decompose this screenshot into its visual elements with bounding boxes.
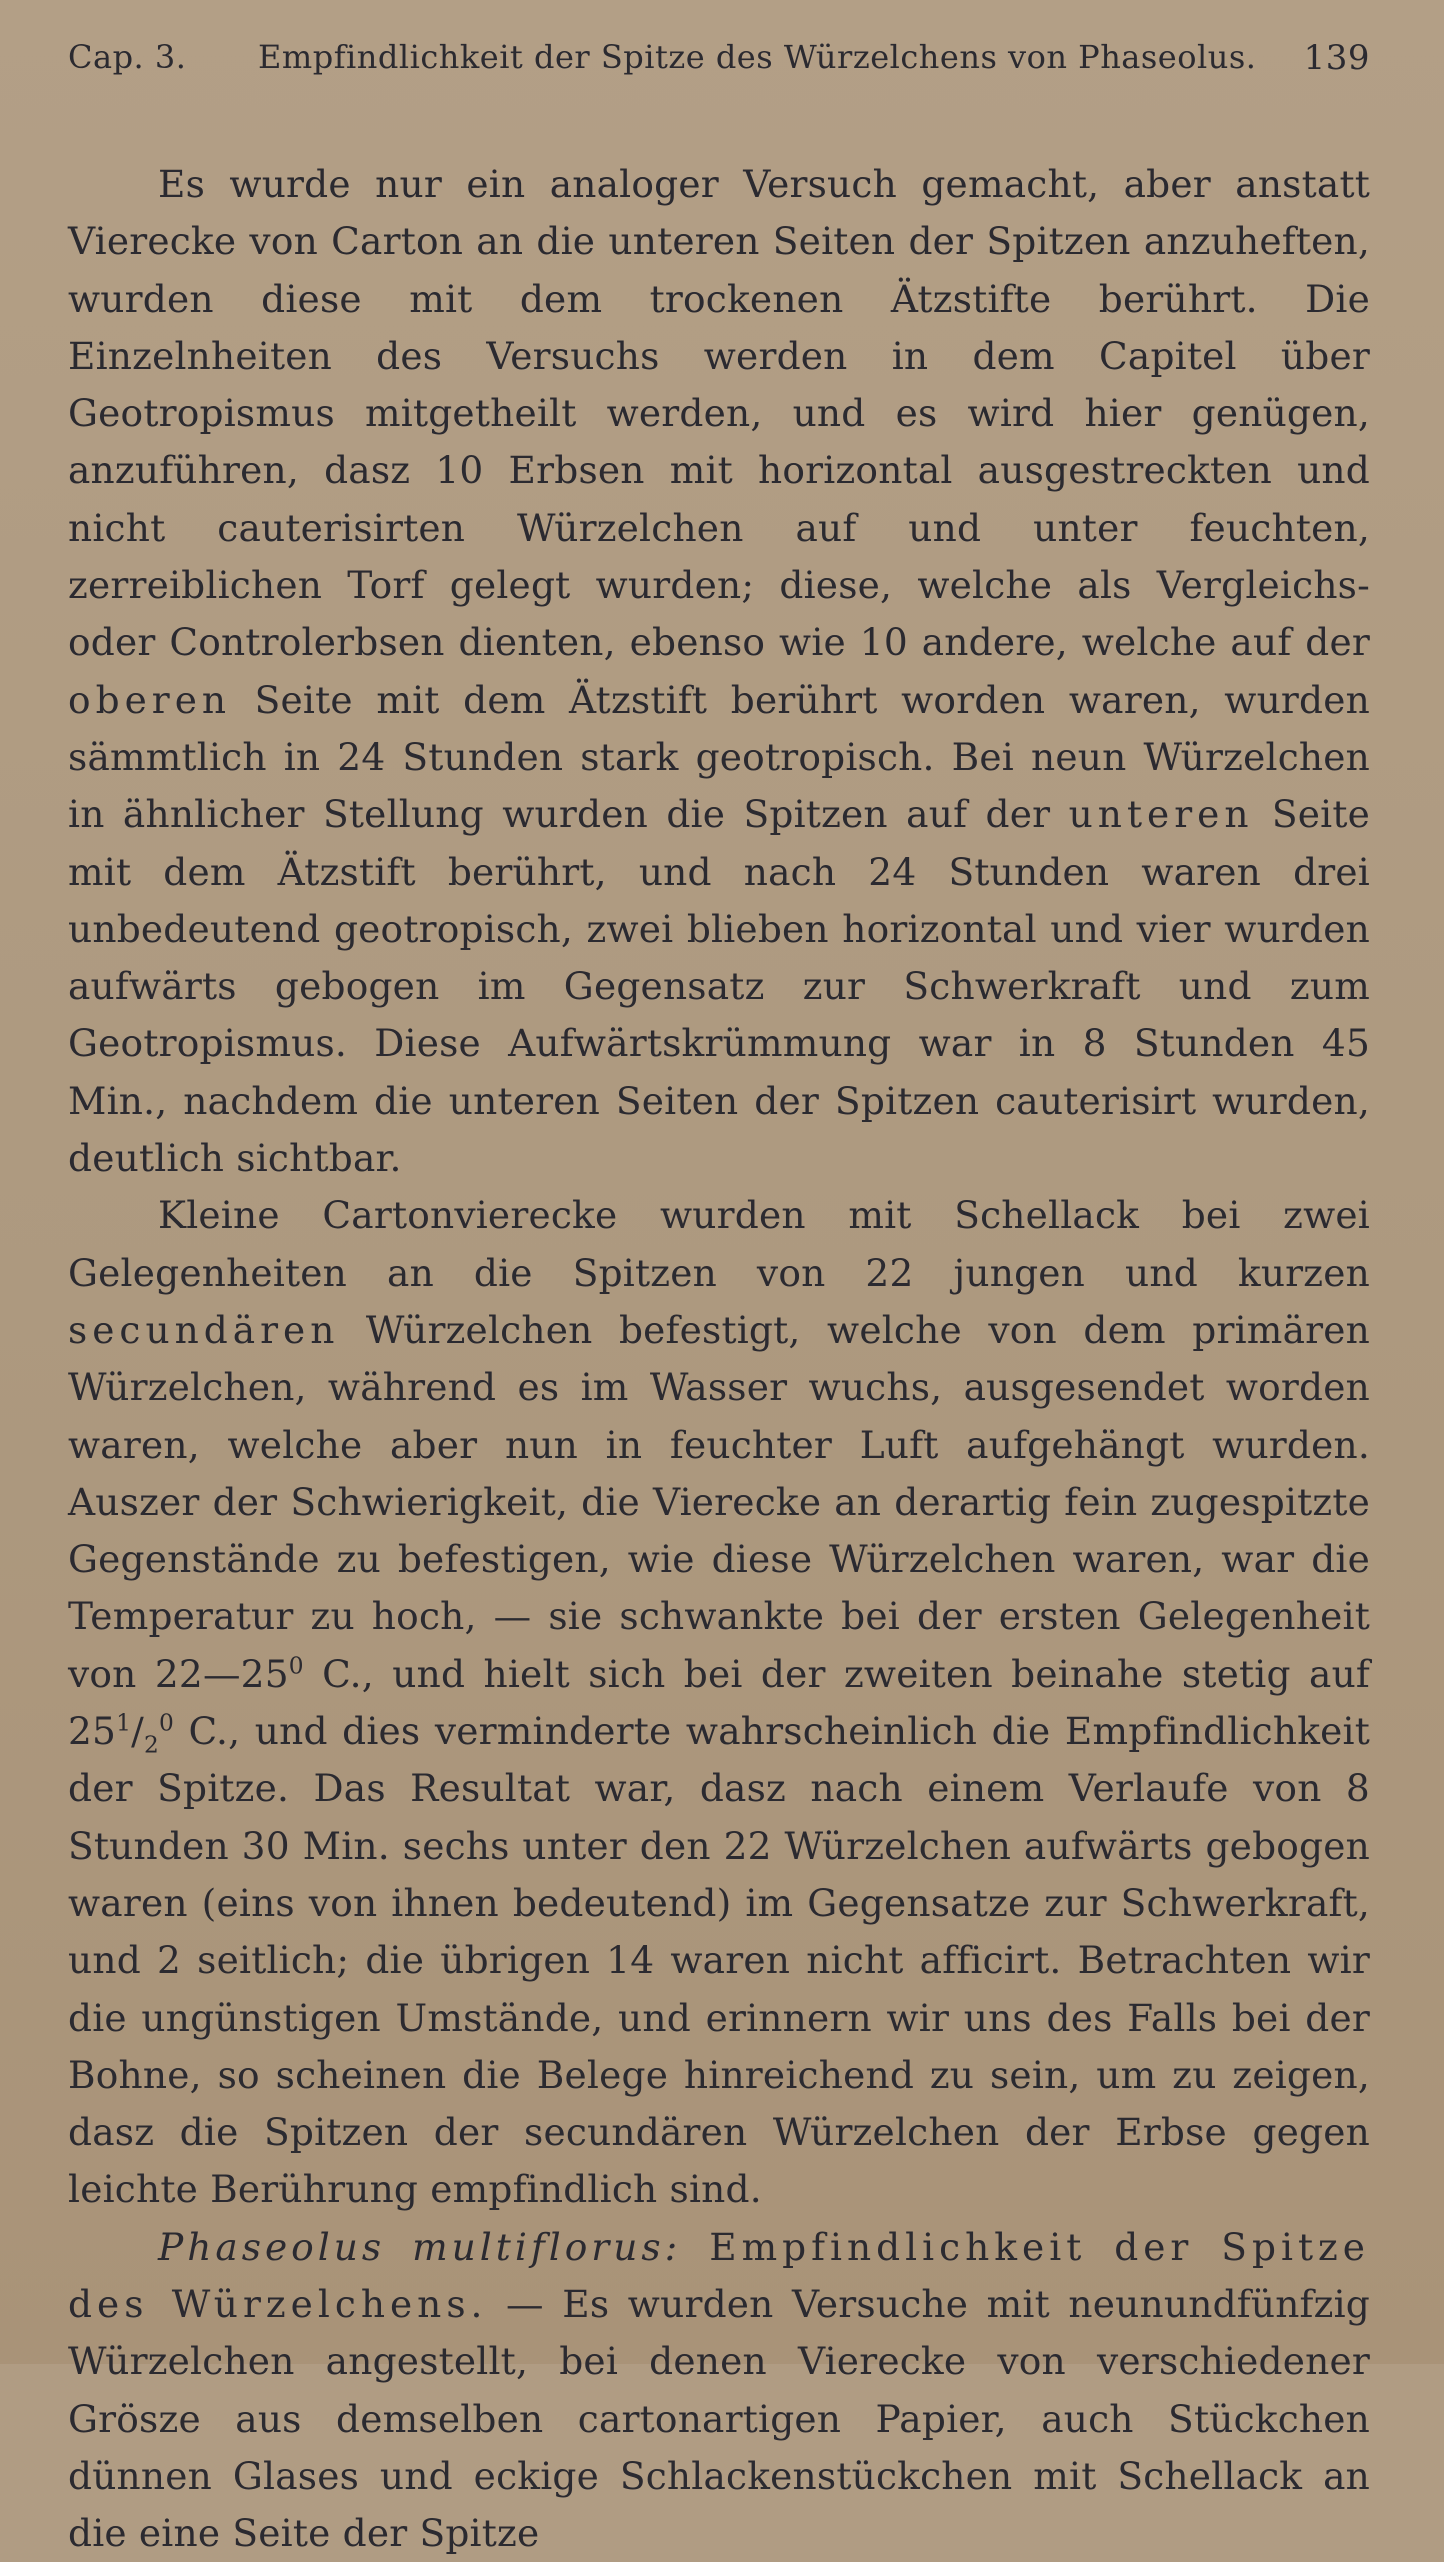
fraction-denominator: 2 bbox=[143, 1731, 159, 1759]
page-number: 139 bbox=[1303, 38, 1370, 78]
emphasis-secundaeren: secundären bbox=[68, 1307, 340, 1352]
species-name: Phaseolus multiflorus: bbox=[158, 2224, 682, 2269]
paragraph-1-text-a: Es wurde nur ein analoger Versuch gemacht, aber anstatt Vierecke von Carton an die unteren Seiten der Spitzen anzuheften, wurden diese mit dem trockenen Ätzstifte berührt. Die Einzelnheiten des Versuchs werden in dem Capitel über Geotropismus mitgetheilt werden, und es wird hier genügen, anzuführen, dasz 10 Erbsen mit horizontal ausgestreckten und nicht cauterisirten Würzelchen auf und unter feuchten, zerreiblichen Torf gelegt wurden; diese, welche als Vergleichs- oder Controlerbsen dienten, ebenso wie 10 andere, welche auf der bbox=[68, 162, 1370, 665]
paragraph-2-text-d: C., und dies verminderte wahrscheinlich die Empfindlichkeit der Spitze. Das Resultat war, dasz nach einem Verlaufe von 8 Stunden 30 Min. sechs unter den 22 Würzelchen aufwärts gebogen waren (eins von ihnen bedeutend) im Gegensatze zur Schwerkraft, und 2 seitlich; die übrigen 14 waren nicht afficirt. Betrachten wir die ungünstigen Umstände, und erinnern wir uns des Falls bei der Bohne, so scheinen die Belege hinreichend zu sein, um zu zeigen, dasz die Spitzen der secundären Würzelchen der Erbse gegen leichte Berührung empfindlich sind. bbox=[68, 1709, 1370, 2212]
emphasis-unteren: unteren bbox=[1068, 792, 1254, 837]
running-title: Empfindlichkeit der Spitze des Würzelchens von Phaseolus. bbox=[258, 38, 1257, 76]
paragraph-1-text-b: Seite mit dem Ätzstift berührt worden waren, wurden sämmtlich in 24 Stunden stark geotropisch. Bei neun Würzelchen in ähnlicher Stellung wurden die Spitzen auf der bbox=[68, 677, 1370, 837]
paragraph-2-text-a: Kleine Cartonvierecke wurden mit Schellack bei zwei Gelegenheiten an die Spitzen von 22 jungen und kurzen bbox=[68, 1193, 1370, 1295]
degree-mark-1: 0 bbox=[288, 1652, 304, 1680]
running-header bbox=[68, 38, 1370, 90]
degree-mark-2: 0 bbox=[158, 1709, 174, 1737]
fraction-slash: / bbox=[131, 1709, 144, 1754]
paragraph-2 bbox=[68, 1187, 1370, 2218]
section-heading-spaced: Empfindlichkeit der Spitze des Würzelchens. bbox=[68, 2224, 1370, 2326]
fraction-numerator: 1 bbox=[116, 1709, 132, 1737]
paragraph-2-text-b: Würzelchen befestigt, welche von dem primären Würzelchen, während es im Wasser wuchs, ausgesendet worden waren, welche aber nun in feuchter Luft aufgehängt wurden. Auszer der Schwierigkeit, die Vierecke an derartig fein zugespitzte Gegenstände zu befestigen, wie diese Würzelchen waren, war die Temperatur zu hoch, — sie schwankte bei der ersten Gelegenheit von 22—25 bbox=[68, 1307, 1370, 1696]
emphasis-oberen: oberen bbox=[68, 677, 232, 722]
page-body bbox=[68, 156, 1370, 2562]
chapter-label: Cap. 3. bbox=[68, 38, 187, 76]
paragraph-1-text-c: Seite mit dem Ätzstift berührt, und nach 24 Stunden waren drei unbedeutend geotropisch, zwei blieben horizontal und vier wurden aufwärts gebogen im Gegensatz zur Schwerkraft und zum Geotropismus. Diese Aufwärtskrümmung war in 8 Stunden 45 Min., nachdem die unteren Seiten der Spitzen cauterisirt wurden, deutlich sichtbar. bbox=[68, 792, 1371, 1181]
paragraph-3 bbox=[68, 2219, 1370, 2562]
paragraph-3-text: — Es wurden Versuche mit neunundfünfzig Würzelchen angestellt, bei denen Vierecke von verschiedener Grösze aus demselben cartonartigen Papier, auch Stückchen dünnen Glases und eckige Schlackenstückchen mit Schellack an die eine Seite der Spitze bbox=[68, 2281, 1370, 2556]
paragraph-2-text-c: C., und hielt sich bei der zweiten beinahe stetig auf 25 bbox=[68, 1651, 1371, 1754]
paragraph-1 bbox=[68, 156, 1370, 1187]
